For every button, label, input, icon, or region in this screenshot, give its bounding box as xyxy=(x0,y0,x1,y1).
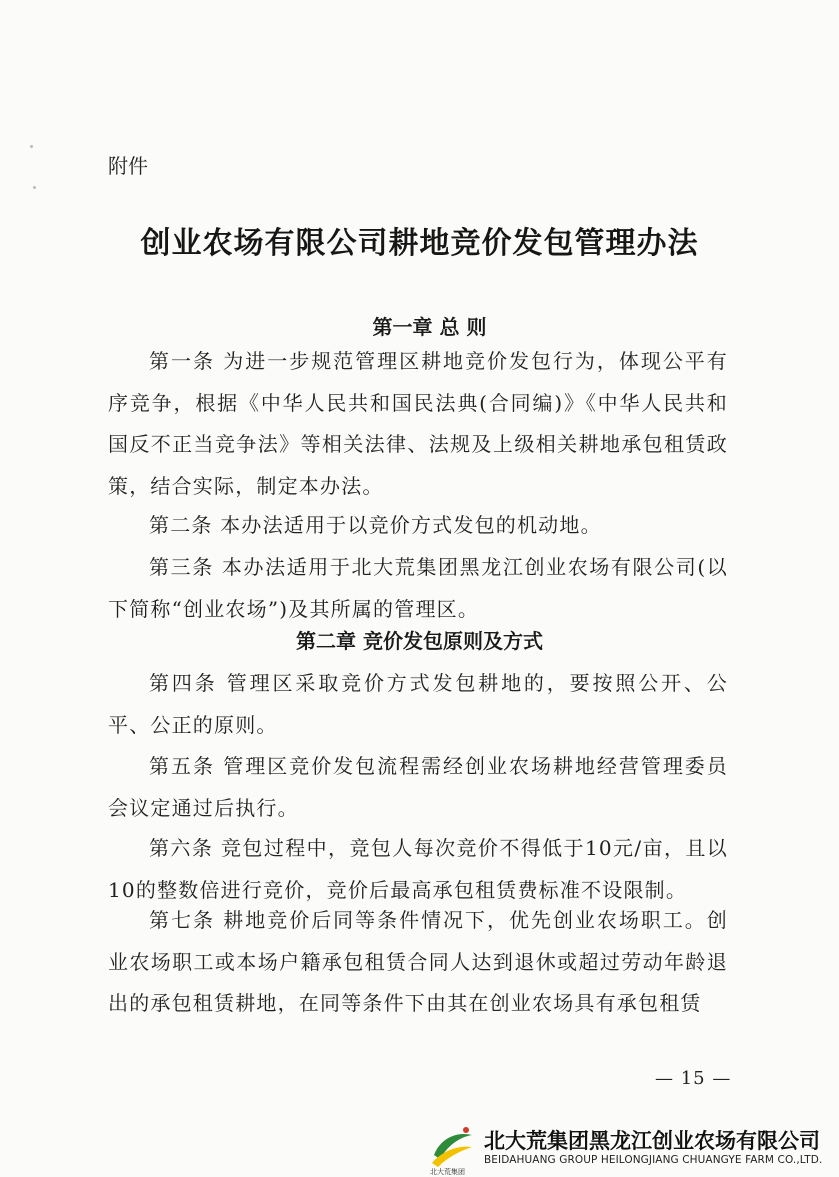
scan-speck xyxy=(33,186,36,189)
article-number: 第一条 xyxy=(149,349,215,373)
article-number: 第三条 xyxy=(149,555,214,579)
logo-caption: 北大荒集团 xyxy=(430,1168,465,1176)
scan-speck xyxy=(30,145,33,148)
beidahuang-logo-icon xyxy=(430,1125,474,1171)
article-text: 竞包过程中，竞包人每次竞价不得低于10元/亩，且以10的整数倍进行竞价，竞价后最高承包租赁费标准不设限制。 xyxy=(108,836,729,902)
article-text: 本办法适用于以竞价方式发包的机动地。 xyxy=(220,513,602,537)
article-text: 本办法适用于北大荒集团黑龙江创业农场有限公司(以下简称“创业农场”)及其所属的管理区。 xyxy=(108,555,729,621)
article-text: 为进一步规范管理区耕地竞价发包行为，体现公平有序竞争，根据《中华人民共和国民法典(合同编)》《中华人民共和国反不正当竞争法》等相关法律、法规及上级相关耕地承包租赁政策，结合实际，制定本办法。 xyxy=(108,349,728,498)
chapter-heading-1: 第一章 总 则 xyxy=(372,315,487,339)
article-text: 耕地竞价后同等条件情况下，优先创业农场职工。创业农场职工或本场户籍承包租赁合同人达到退休或超过劳动年龄退出的承包租赁耕地，在同等条件下由其在创业农场具有承包租赁 xyxy=(108,908,728,1015)
footer xyxy=(430,1121,839,1176)
article-text: 管理区竞价发包流程需经创业农场耕地经营管理委员会议定通过后执行。 xyxy=(108,754,728,820)
page-number: — 15 — xyxy=(655,1068,732,1089)
article-number: 第五条 xyxy=(149,754,215,778)
company-name-en: BEIDAHUANG GROUP HEILONGJIANG CHUANGYE FARM CO.,LTD. xyxy=(484,1154,823,1166)
company-name-cn: 北大荒集团黑龙江创业农场有限公司 xyxy=(484,1129,820,1153)
article-text: 管理区采取竞价方式发包耕地的，要按照公开、公平、公正的原则。 xyxy=(108,671,728,737)
article-number: 第六条 xyxy=(149,836,214,860)
attachment-label: 附件 xyxy=(108,154,148,178)
article-1 xyxy=(108,341,728,507)
article-7 xyxy=(108,900,728,1025)
article-2 xyxy=(108,505,728,547)
article-4 xyxy=(108,663,728,746)
article-5 xyxy=(108,746,728,829)
article-number: 第四条 xyxy=(149,671,218,695)
article-number: 第二条 xyxy=(149,513,213,537)
article-6 xyxy=(108,828,728,911)
article-number: 第七条 xyxy=(149,908,215,932)
chapter-heading-2: 第二章 竞价发包原则及方式 xyxy=(296,629,543,653)
document-title: 创业农场有限公司耕地竞价发包管理办法 xyxy=(140,226,699,261)
article-3 xyxy=(108,547,728,630)
